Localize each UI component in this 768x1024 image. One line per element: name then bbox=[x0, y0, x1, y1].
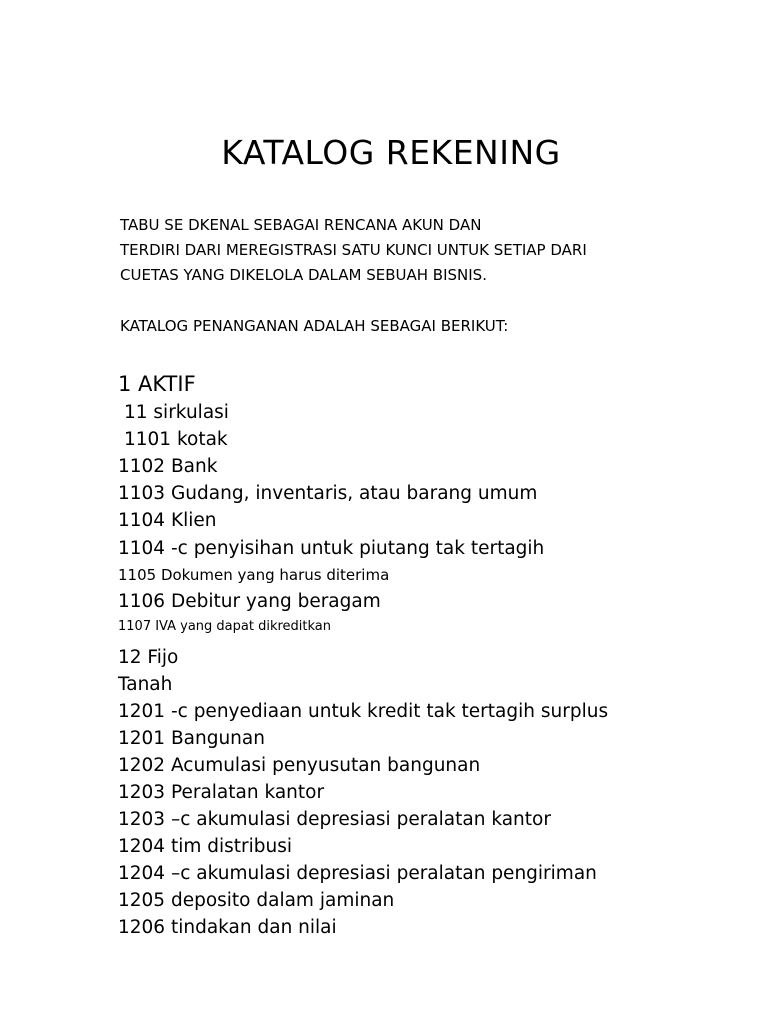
account-entry: 12 Fijo bbox=[118, 647, 179, 668]
account-entry: 1204 –c akumulasi depresiasi peralatan pengiriman bbox=[118, 863, 597, 884]
catalog-intro: KATALOG PENANGANAN ADALAH SEBAGAI BERIKUT: bbox=[120, 317, 509, 335]
account-entry: 1107 IVA yang dapat dikreditkan bbox=[118, 619, 332, 634]
account-entry: 1201 Bangunan bbox=[118, 728, 265, 749]
account-entry: 1204 tim distribusi bbox=[118, 836, 293, 857]
account-entry: 1101 kotak bbox=[124, 429, 228, 450]
account-entry: 1206 tindakan dan nilai bbox=[118, 917, 337, 938]
account-entry: 1106 Debitur yang beragam bbox=[118, 591, 381, 612]
document-title: KATALOG REKENING bbox=[221, 133, 561, 172]
account-entry: 1104 Klien bbox=[118, 510, 217, 531]
account-entry: 1104 -c penyisihan untuk piutang tak tertagih bbox=[118, 538, 545, 559]
account-entry: 11 sirkulasi bbox=[124, 402, 229, 423]
intro-line: TABU SE DKENAL SEBAGAI RENCANA AKUN DAN bbox=[120, 216, 482, 234]
account-entry: 1103 Gudang, inventaris, atau barang umum bbox=[118, 483, 538, 504]
account-entry: 1203 –c akumulasi depresiasi peralatan kantor bbox=[118, 809, 551, 830]
account-entry: Tanah bbox=[118, 674, 173, 695]
intro-paragraph bbox=[120, 213, 760, 288]
account-entry: 1202 Acumulasi penyusutan bangunan bbox=[118, 755, 481, 776]
account-entry: 1 AKTIF bbox=[118, 372, 196, 396]
account-entry: 1203 Peralatan kantor bbox=[118, 782, 325, 803]
account-entry: 1102 Bank bbox=[118, 456, 218, 477]
account-entry: 1201 -c penyediaan untuk kredit tak tertagih surplus bbox=[118, 701, 609, 722]
account-entry: 1105 Dokumen yang harus diterima bbox=[118, 566, 390, 584]
intro-line: TERDIRI DARI MEREGISTRASI SATU KUNCI UNTUK SETIAP DARI bbox=[120, 241, 587, 259]
account-entry: 1205 deposito dalam jaminan bbox=[118, 890, 395, 911]
intro-line: CUETAS YANG DIKELOLA DALAM SEBUAH BISNIS. bbox=[120, 266, 487, 284]
